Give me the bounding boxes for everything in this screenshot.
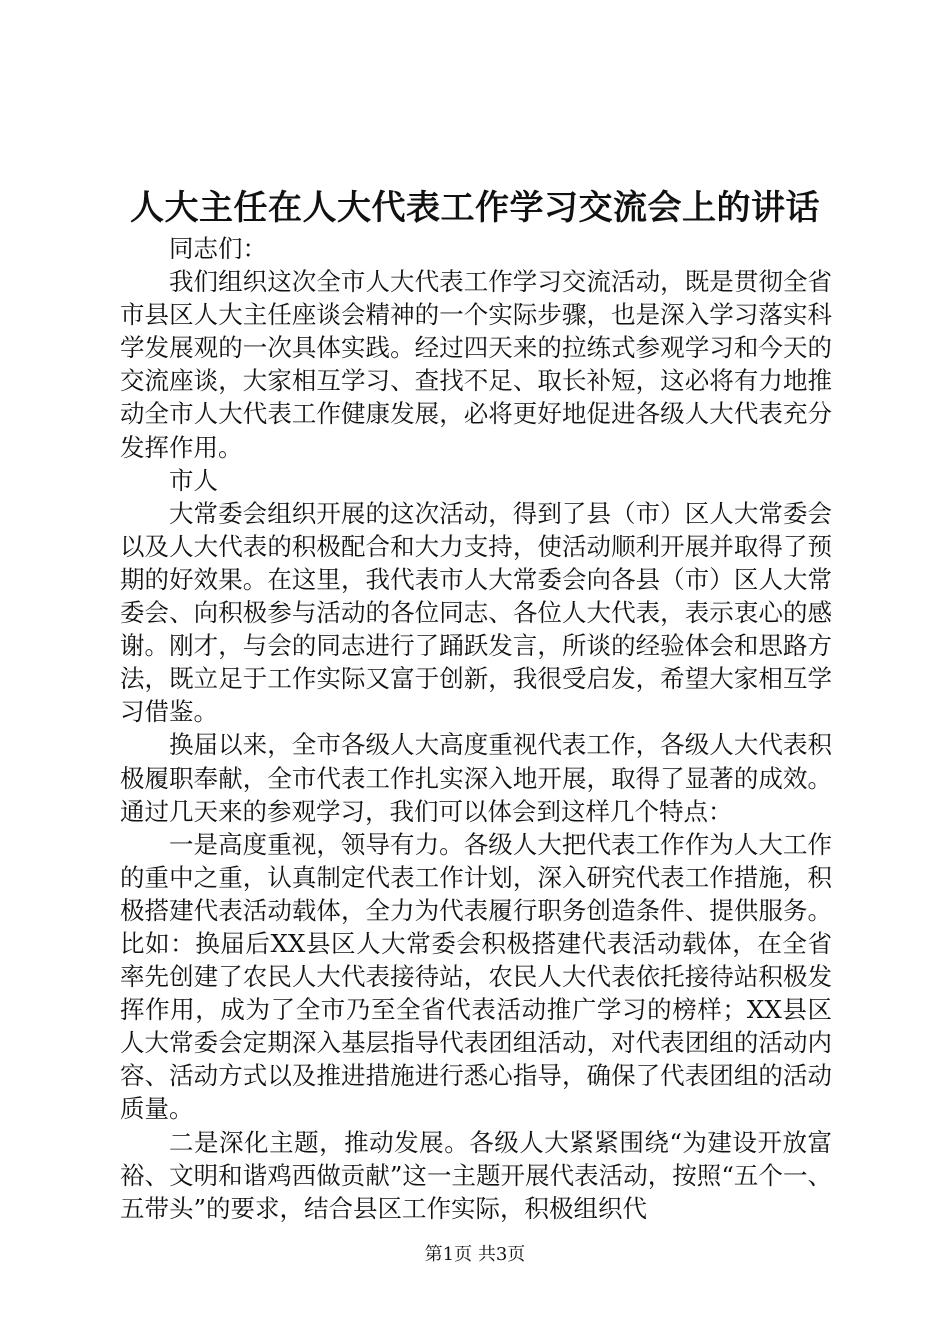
body-paragraph: 一是高度重视，领导有力。各级人大把代表工作作为人大工作的重中之重，认真制定代表工作计划，深入研究代表工作措施，积极搭建代表活动载体，全力为代表履行职务创造条件、提供服务。比如：换届后XX县区人大常委会积极搭建代表活动载体，在全省率先创建了农民人大代表接待站，农民人大代表依托接待站积极发挥作用，成为了全市乃至全省代表活动推广学习的榜样；XX县区人大常委会定期深入基层指导代表团组活动，对代表团组的活动内容、活动方式以及推进措施进行悉心指导，确保了代表团组的活动质量。 (120, 829, 832, 1124)
body-paragraph: 二是深化主题，推动发展。各级人大紧紧围绕“为建设开放富裕、文明和谐鸡西做贡献”这一主题开展代表活动，按照“五个一、五带头”的要求，结合县区工作实际，积极组织代 (120, 1127, 832, 1223)
document-title: 人大主任在人大代表工作学习交流会上的讲话 (130, 188, 820, 228)
document-body (120, 232, 832, 1225)
body-paragraph: 换届以来，全市各级人大高度重视代表工作，各级人大代表积极履职奉献，全市代表工作扎实深入地开展，取得了显著的成效。通过几天来的参观学习，我们可以体会到这样几个特点： (120, 730, 832, 826)
salutation-paragraph: 同志们： (169, 234, 267, 263)
body-paragraph: 市人 (169, 465, 218, 495)
body-paragraph: 我们组织这次全市人大代表工作学习交流活动，既是贯彻全省市县区人大主任座谈会精神的一个实际步骤，也是深入学习落实科学发展观的一次具体实践。经过四天来的拉练式参观学习和今天的交流座谈，大家相互学习、查找不足、取长补短，这必将有力地推动全市人大代表工作健康发展，必将更好地促进各级人大代表充分发挥作用。 (120, 267, 832, 462)
body-paragraph: 大常委会组织开展的这次活动，得到了县（市）区人大常委会以及人大代表的积极配合和大力支持，使活动顺利开展并取得了预期的好效果。在这里，我代表市人大常委会向各县（市）区人大常委会、向积极参与活动的各位同志、各位人大代表，表示衷心的感谢。刚才，与会的同志进行了踊跃发言，所谈的经验体会和思路方法，既立足于工作实际又富于创新，我很受启发，希望大家相互学习借鉴。 (120, 498, 832, 727)
page-number-footer: 第1页 共3页 (424, 1244, 526, 1265)
